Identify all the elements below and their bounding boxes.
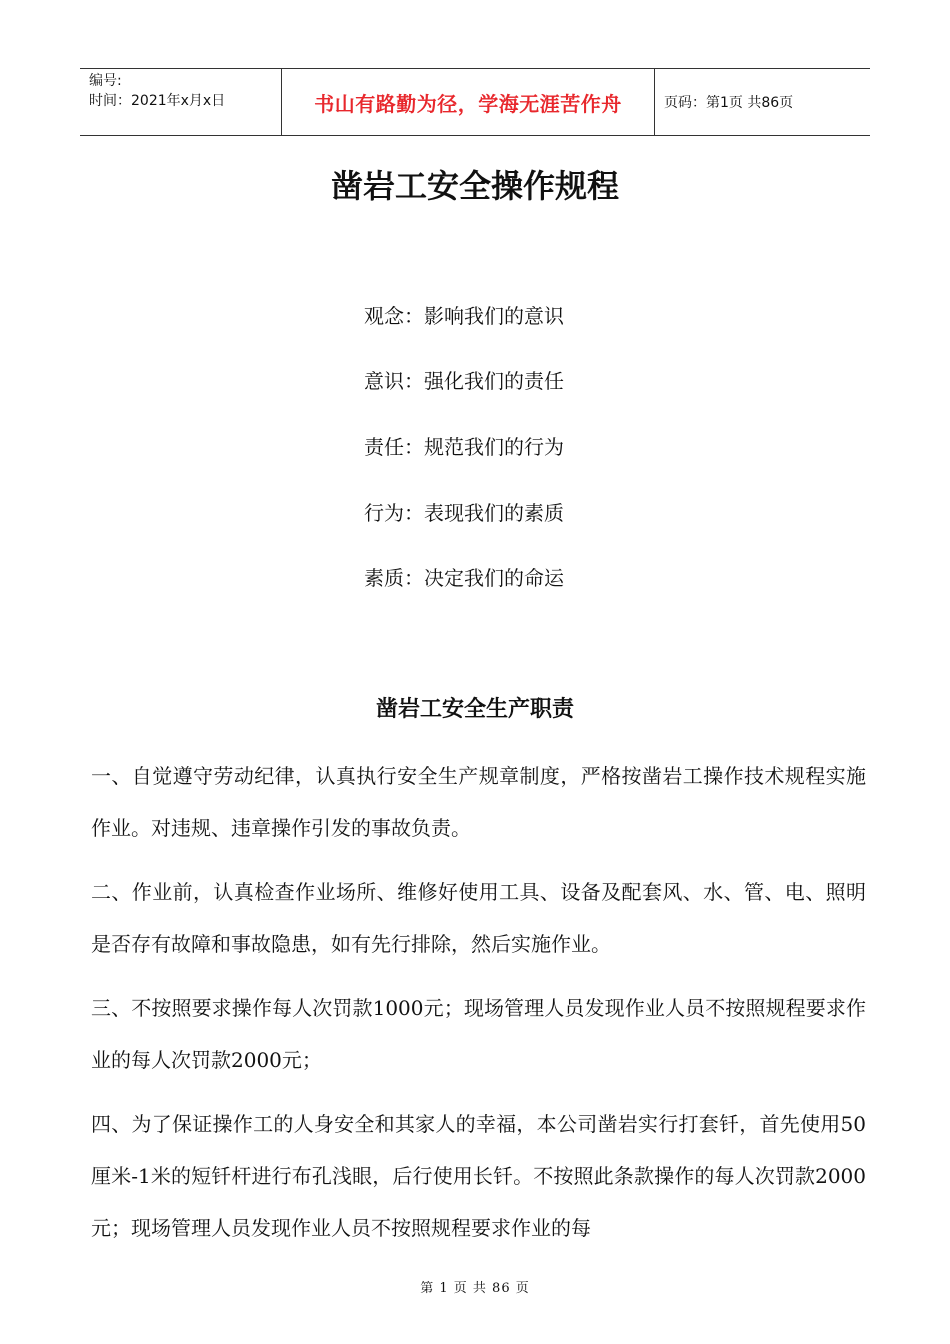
motto-line: 责任：规范我们的行为 [364,435,564,459]
header-motto: 书山有路勤为径，学海无涯苦作舟 [281,69,655,135]
page-header [80,68,870,136]
header-page-info: 页码：第1页 共86页 [664,95,794,111]
duty-paragraph: 三、不按照要求操作每人次罚款1000元；现场管理人员发现作业人员不按照规程要求作业的每人次罚款2000元； [91,996,866,1072]
motto-line: 行为：表现我们的素质 [364,501,564,525]
document-title: 凿岩工安全操作规程 [330,167,619,205]
header-meta [80,69,281,135]
duty-paragraph: 四、为了保证操作工的人身安全和其家人的幸福，本公司凿岩实行打套钎，首先使用50厘米-1米的短钎杆进行布孔浅眼，后行使用长钎。不按照此条款操作的每人次罚款2000元；现场管理人员发现作业人员不按照规程要求作业的每 [91,1112,866,1240]
duty-paragraph: 一、自觉遵守劳动纪律，认真执行安全生产规章制度，严格按凿岩工操作技术规程实施作业。对违规、违章操作引发的事故负责。 [91,764,866,840]
motto-line: 观念：影响我们的意识 [364,304,564,328]
document-number-label: 编号: [89,73,122,89]
motto-line: 素质：决定我们的命运 [364,566,564,590]
section-title: 凿岩工安全生产职责 [375,697,574,722]
duty-paragraph: 二、作业前，认真检查作业场所、维修好使用工具、设备及配套风、水、管、电、照明是否存有故障和事故隐患，如有先行排除，然后实施作业。 [91,880,866,956]
page-footer: 第 1 页 共 86 页 [420,1281,530,1296]
document-date: 时间：2021年x月x日 [89,93,226,109]
motto-line: 意识：强化我们的责任 [364,369,564,393]
